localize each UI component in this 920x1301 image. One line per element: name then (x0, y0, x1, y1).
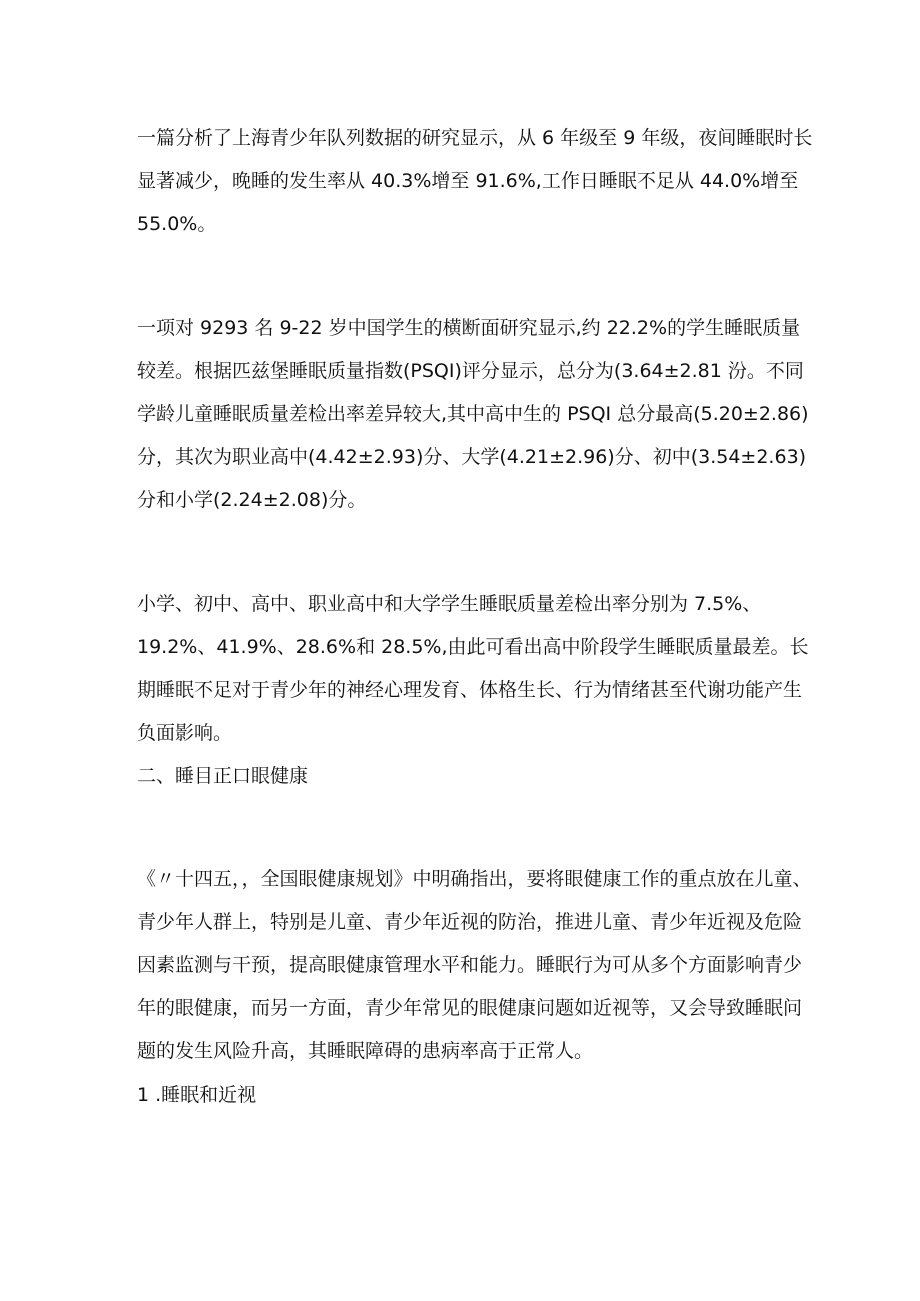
paragraph-4-line-3: 因素监测与干预，提高眼健康管理水平和能力。睡眠行为可从多个方面影响青少 (137, 954, 803, 976)
paragraph-1-line-2: 显著减少，晚睡的发生率从 40.3%增至 91.6%,工作日睡眠不足从 44.0%增至 (137, 170, 799, 192)
paragraph-2-line-1: 一项对 9293 名 9-22 岁中国学生的横断面研究显示,约 22.2%的学生睡眠质量 (137, 317, 801, 339)
paragraph-4-line-5: 题的发生风险升高，其睡眠障碍的患病率高于正常人。 (137, 1040, 594, 1062)
section-heading-2: 二、睡目正口眼健康 (137, 765, 309, 787)
paragraph-4-line-2: 青少年人群上，特别是儿童、青少年近视的防治，推进儿童、青少年近视及危险 (137, 911, 803, 933)
paragraph-4-line-4: 年的眼健康，而另一方面，青少年常见的眼健康问题如近视等，又会导致睡眠问 (137, 997, 803, 1019)
paragraph-2-line-3: 学龄儿童睡眠质量差检出率差异较大,其中高中生的 PSQI 总分最高(5.20±2.86) (137, 403, 809, 425)
paragraph-1-line-3: 55.0%。 (137, 213, 217, 235)
paragraph-3-line-4: 负面影响。 (137, 722, 233, 744)
subsection-heading-1: 1 .睡眠和近视 (137, 1084, 257, 1106)
paragraph-2-line-4: 分，其次为职业高中(4.42±2.93)分、大学(4.21±2.96)分、初中(3.54±2.63) (137, 446, 807, 468)
paragraph-3-line-2: 19.2%、41.9%、28.6%和 28.5%,由此可看出高中阶段学生睡眠质量最差。长 (137, 636, 809, 658)
paragraph-2-line-5: 分和小学(2.24±2.08)分。 (137, 489, 367, 511)
paragraph-4-line-1: 《〃十四五，，全国眼健康规划》中明确指出，要将眼健康工作的重点放在儿童、 (137, 868, 812, 890)
paragraph-2-line-2: 较差。根据匹兹堡睡眠质量指数(PSQI)评分显示，总分为(3.64±2.81 汾。不同 (137, 360, 804, 382)
paragraph-3-line-3: 期睡眠不足对于青少年的神经心理发育、体格生长、行为情绪甚至代谢功能产生 (137, 679, 803, 701)
paragraph-1-line-1: 一篇分析了上海青少年队列数据的研究显示，从 6 年级至 9 年级，夜间睡眠时长 (137, 127, 813, 149)
paragraph-3-line-1: 小学、初中、高中、职业高中和大学学生睡眠质量差检出率分别为 7.5%、 (137, 593, 762, 615)
